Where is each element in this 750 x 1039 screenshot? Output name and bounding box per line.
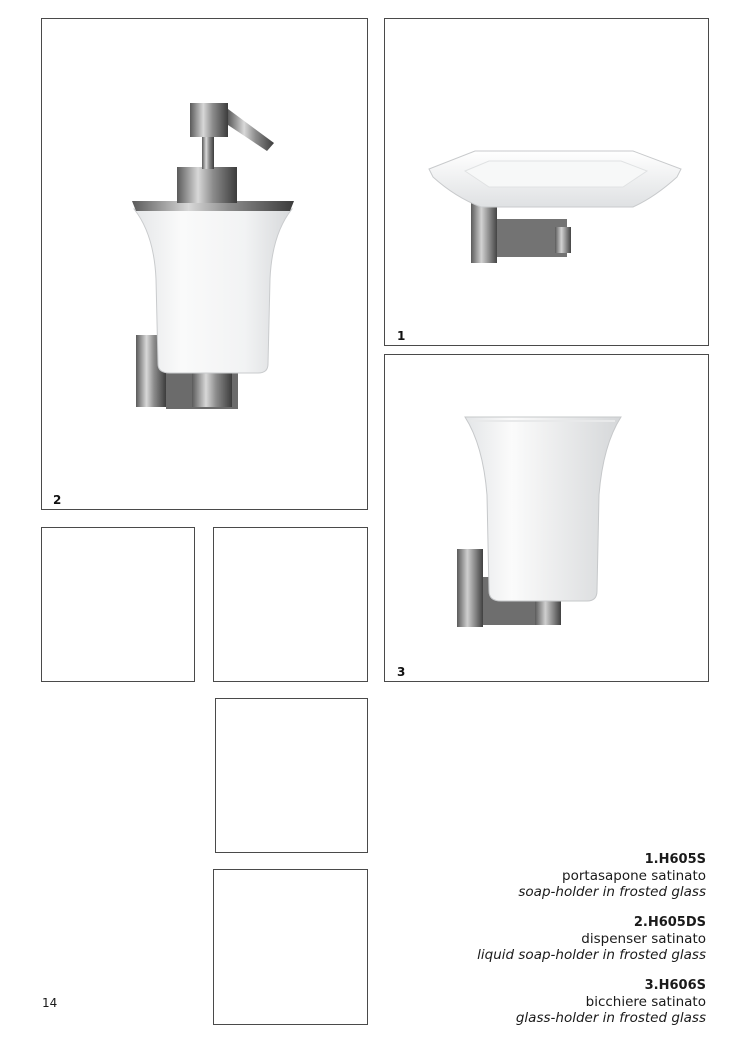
glass-holder-icon [385, 355, 708, 681]
product-name-en: soap-holder in frosted glass [518, 884, 706, 900]
soap-dish-icon [385, 19, 708, 345]
product-name-it: bicchiere satinato [585, 994, 706, 1010]
panel-number: 2 [53, 493, 62, 507]
empty-frame [213, 527, 368, 682]
product-panel-dispenser [41, 18, 368, 510]
empty-frame [215, 698, 368, 853]
product-caption [518, 852, 706, 900]
product-code: 2.H605DS [633, 915, 706, 930]
empty-frame [213, 869, 368, 1025]
product-caption [516, 978, 706, 1026]
product-code: 1.H605S [644, 852, 706, 867]
product-caption [477, 915, 706, 963]
panel-number: 3 [397, 665, 406, 679]
page-number: 14 [42, 996, 58, 1010]
product-name-en: glass-holder in frosted glass [515, 1010, 706, 1026]
product-panel-glass-holder [384, 354, 709, 682]
panel-number: 1 [397, 329, 406, 343]
product-name-it: dispenser satinato [581, 931, 706, 947]
soap-dispenser-icon [42, 19, 367, 509]
product-panel-soap-dish [384, 18, 709, 346]
empty-frame [41, 527, 195, 682]
product-name-en: liquid soap-holder in frosted glass [477, 947, 706, 963]
product-code: 3.H606S [644, 978, 706, 993]
product-name-it: portasapone satinato [562, 868, 706, 884]
